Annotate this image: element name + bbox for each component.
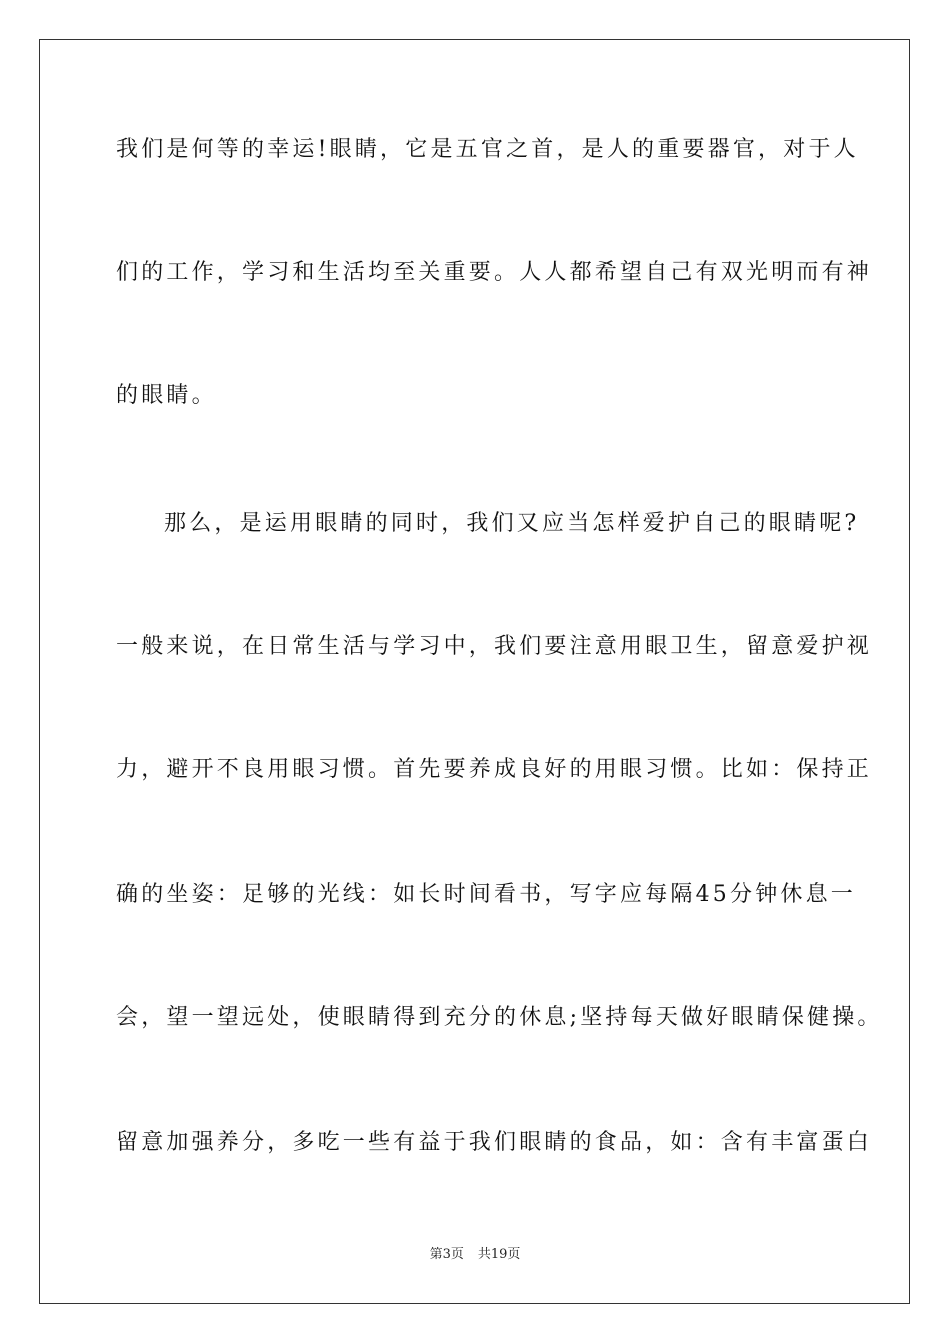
body-text-line-4: 那么，是运用眼睛的同时，我们又应当怎样爱护自己的眼睛呢? xyxy=(164,511,860,536)
body-text-line-1: 我们是何等的幸运!眼睛，它是五官之首，是人的重要器官，对于人 xyxy=(116,137,859,162)
body-text-line-6: 力，避开不良用眼习惯。首先要养成良好的用眼习惯。比如：保持正 xyxy=(116,757,873,782)
body-text-line-8: 会，望一望远处，使眼睛得到充分的休息;坚持每天做好眼睛保健操。 xyxy=(116,1005,883,1030)
body-text-line-7: 确的坐姿：足够的光线：如长时间看书，写字应每隔45分钟休息一 xyxy=(116,882,856,907)
total-pages: 共19页 xyxy=(477,1247,521,1262)
page-border xyxy=(39,39,910,1304)
page-footer xyxy=(0,1246,950,1264)
page-number: 第3页 xyxy=(429,1247,464,1262)
body-text-line-9: 留意加强养分，多吃一些有益于我们眼睛的食品，如：含有丰富蛋白 xyxy=(116,1130,873,1155)
body-text-line-5: 一般来说，在日常生活与学习中，我们要注意用眼卫生，留意爱护视 xyxy=(116,634,873,659)
body-text-line-2: 们的工作，学习和生活均至关重要。人人都希望自己有双光明而有神 xyxy=(116,260,873,285)
body-text-line-3: 的眼睛。 xyxy=(116,383,217,408)
